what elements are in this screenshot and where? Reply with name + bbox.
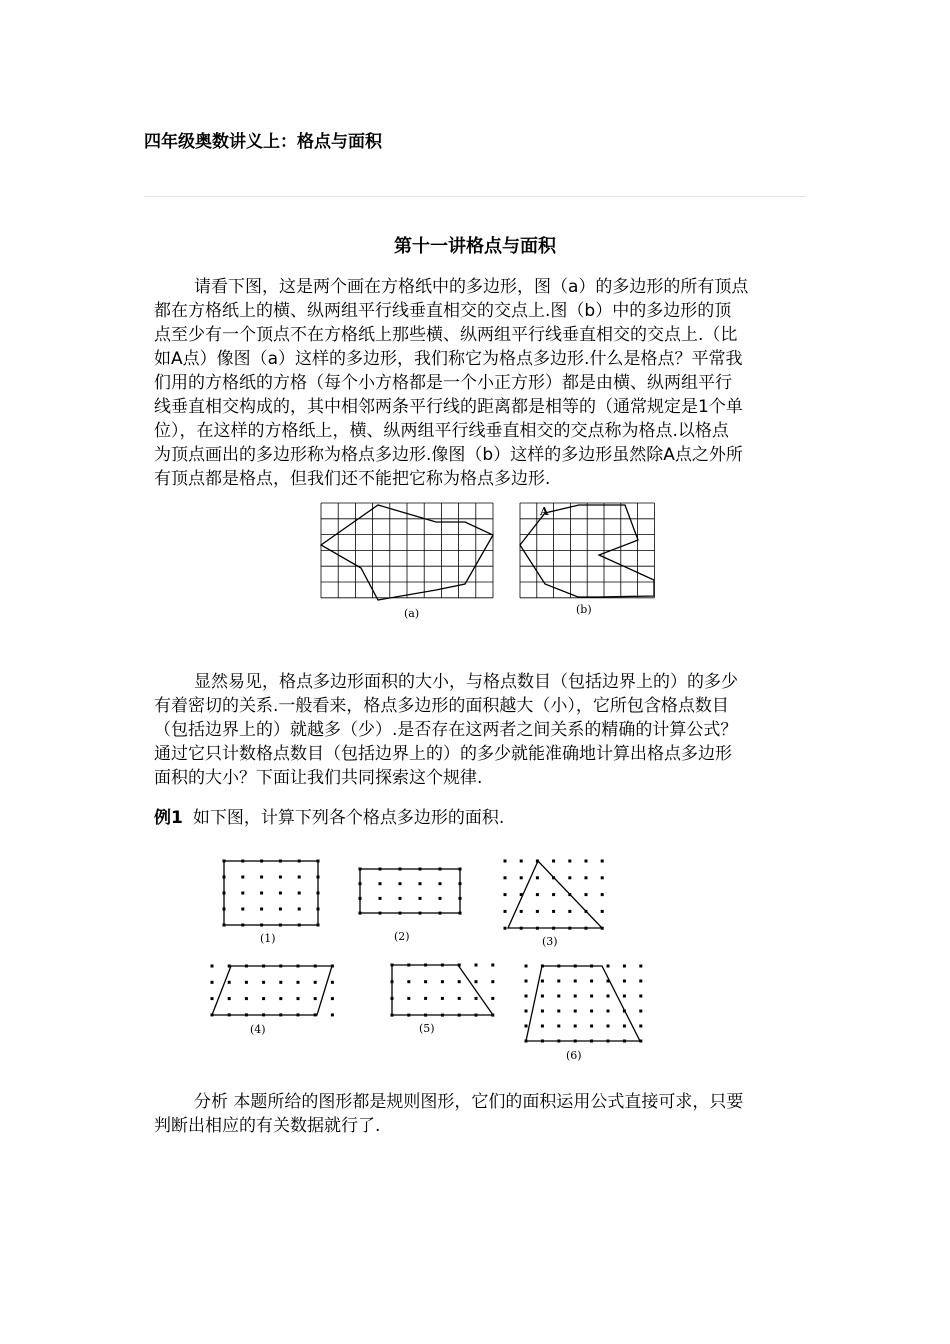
text-line: （包括边界上的）就越多（少）.是否存在这两者之间关系的精确的计算公式？ — [154, 720, 738, 740]
caption-4: (4) — [250, 1023, 266, 1036]
lattice-dot — [520, 876, 523, 879]
lattice-dot — [245, 997, 248, 1000]
parallelogram-4 — [212, 966, 332, 1015]
lattice-dot — [623, 995, 626, 998]
text-line: 分析 本题所给的图形都是规则图形，它们的面积运用公式直接可求，只要 — [194, 1092, 744, 1112]
lattice-dot — [407, 980, 410, 983]
lattice-dot — [441, 980, 444, 983]
lattice-dot — [601, 860, 604, 863]
lattice-dot — [574, 1025, 577, 1028]
text-line: 都在方格纸上的横、纵两组平行线垂直相交的交点上.图（b）中的多边形的顶 — [154, 301, 732, 321]
lattice-dot — [639, 965, 642, 968]
lattice-dot — [585, 860, 588, 863]
trapezoid-6 — [526, 966, 640, 1041]
trapezoid-5 — [392, 965, 493, 1015]
text-line: 判断出相应的有关数据就行了. — [154, 1116, 381, 1136]
lattice-dot — [260, 876, 263, 879]
lattice-dot — [504, 927, 507, 930]
lattice-dot — [557, 995, 560, 998]
lattice-dot — [419, 897, 422, 900]
lattice-dot — [552, 860, 555, 863]
example-figure-3 — [504, 860, 604, 949]
lattice-dot — [262, 981, 265, 984]
lattice-dot — [525, 1025, 528, 1028]
lattice-dot — [585, 876, 588, 879]
dot-grid-1 — [223, 860, 320, 927]
lattice-dot — [475, 997, 478, 1000]
lattice-dot — [607, 965, 610, 968]
figure-b — [520, 503, 654, 616]
lattice-dot — [399, 882, 402, 885]
lattice-dot — [419, 882, 422, 885]
lattice-dot — [491, 964, 494, 967]
caption-1: (1) — [260, 932, 276, 945]
figure-a — [321, 503, 493, 620]
lattice-dot — [211, 965, 214, 968]
lattice-dot — [504, 893, 507, 896]
caption-3: (3) — [542, 935, 558, 948]
lattice-dot — [504, 910, 507, 913]
lattice-dot — [458, 980, 461, 983]
lattice-dot — [475, 964, 478, 967]
lattice-dot — [439, 897, 442, 900]
lattice-dot — [475, 980, 478, 983]
lattice-dot — [552, 893, 555, 896]
lattice-dot — [601, 893, 604, 896]
example-figure-1 — [223, 860, 320, 946]
caption-6: (6) — [566, 1049, 582, 1062]
lattice-dot — [639, 1025, 642, 1028]
lattice-dot — [525, 1010, 528, 1013]
lattice-dot — [399, 897, 402, 900]
lattice-dot — [241, 876, 244, 879]
lattice-dot — [536, 876, 539, 879]
lattice-dot — [379, 897, 382, 900]
lattice-dot — [424, 980, 427, 983]
text-line: 们用的方格纸的方格（每个小方格都是一个小正方形）都是由横、纵两组平行 — [154, 373, 732, 393]
lattice-dot — [525, 980, 528, 983]
lattice-dot — [525, 995, 528, 998]
lattice-dot — [585, 893, 588, 896]
lattice-dot — [260, 908, 263, 911]
lattice-dot — [574, 995, 577, 998]
lattice-dot — [639, 995, 642, 998]
example-figure-5 — [391, 964, 495, 1036]
document-header: 四年级奥数讲义上：格点与面积 — [144, 132, 382, 152]
lattice-dot — [297, 981, 300, 984]
lattice-dot — [314, 997, 317, 1000]
grid-a — [321, 503, 493, 598]
caption-2: (2) — [394, 930, 410, 943]
text-line: 通过它只计数格点数目（包括边界上的）的多少就能准确地计算出格点多边形 — [154, 744, 732, 764]
lattice-dot — [245, 981, 248, 984]
lattice-dot — [536, 893, 539, 896]
lattice-dot — [536, 910, 539, 913]
text-line: 有顶点都是格点，但我们还不能把它称为格点多边形. — [154, 469, 551, 489]
lattice-dot — [639, 980, 642, 983]
rectangle-2 — [360, 869, 460, 913]
lattice-dot — [568, 876, 571, 879]
lattice-dot — [639, 1010, 642, 1013]
lattice-dot — [260, 892, 263, 895]
lattice-dot — [331, 981, 334, 984]
text-line: 为顶点画出的多边形称为格点多边形.像图（b）这样的多边形虽然除A点之外所 — [154, 445, 743, 465]
lattice-dot — [574, 1010, 577, 1013]
dot-grid-2 — [359, 868, 462, 915]
lecture-title: 第十一讲格点与面积 — [394, 236, 556, 257]
lattice-dot — [379, 882, 382, 885]
lattice-dot — [557, 980, 560, 983]
lattice-dot — [279, 876, 282, 879]
caption-5: (5) — [419, 1022, 435, 1035]
lattice-dot — [541, 1010, 544, 1013]
lattice-dot — [279, 997, 282, 1000]
text-line: 线垂直相交构成的，其中相邻两条平行线的距离都是相等的（通常规定是1个单 — [154, 397, 743, 417]
example-figure-4 — [211, 965, 334, 1037]
lattice-dot — [458, 997, 461, 1000]
lattice-dot — [331, 1013, 334, 1016]
lattice-dot — [211, 997, 214, 1000]
example-figure-2 — [359, 868, 462, 944]
lattice-dot — [262, 997, 265, 1000]
example-label: 例1 — [154, 808, 183, 828]
lattice-dot — [574, 980, 577, 983]
lattice-dot — [241, 908, 244, 911]
lattice-dot — [504, 876, 507, 879]
lattice-dot — [298, 876, 301, 879]
lattice-dot — [211, 981, 214, 984]
lattice-dot — [590, 1025, 593, 1028]
text-line: 位），在这样的方格纸上，横、纵两组平行线垂直相交的交点称为格点.以格点 — [154, 421, 729, 441]
lattice-dot — [568, 860, 571, 863]
lattice-dot — [424, 997, 427, 1000]
lattice-dot — [298, 892, 301, 895]
lattice-dot — [298, 908, 301, 911]
lattice-dot — [520, 860, 523, 863]
lattice-dot — [601, 910, 604, 913]
lattice-dot — [601, 876, 604, 879]
example-prompt: 如下图，计算下列各个格点多边形的面积. — [192, 808, 505, 828]
lattice-dot — [439, 882, 442, 885]
text-line: 显然易见，格点多边形面积的大小，与格点数目（包括边界上的）的多少 — [194, 672, 738, 692]
caption-a: (a) — [404, 607, 420, 620]
caption-b: (b) — [576, 603, 592, 616]
lattice-dot — [607, 995, 610, 998]
lattice-dot — [520, 910, 523, 913]
lattice-dot — [541, 980, 544, 983]
lattice-dot — [607, 1010, 610, 1013]
lattice-dot — [590, 980, 593, 983]
lattice-dot — [331, 997, 334, 1000]
lattice-dot — [541, 1025, 544, 1028]
lattice-dot — [607, 1025, 610, 1028]
text-line: 点至少有一个顶点不在方格纸上那些横、纵两组平行线垂直相交的交点上.（比 — [154, 325, 738, 345]
example-figure-6 — [525, 965, 643, 1063]
lattice-dot — [279, 981, 282, 984]
lattice-dot — [590, 995, 593, 998]
lattice-dot — [228, 997, 231, 1000]
lattice-dot — [557, 1025, 560, 1028]
lattice-dot — [623, 980, 626, 983]
text-line: 如A点）像图（a）这样的多边形，我们称它为格点多边形.什么是格点？平常我 — [154, 349, 743, 369]
lattice-dot — [228, 981, 231, 984]
dot-grid-5 — [391, 964, 495, 1017]
text-line: 请看下图，这是两个画在方格纸中的多边形，图（a）的多边形的所有顶点 — [194, 277, 749, 297]
lattice-dot — [279, 892, 282, 895]
lattice-dot — [557, 1010, 560, 1013]
text-line: 有着密切的关系.一般看来，格点多边形的面积越大（小），它所包含格点数目 — [154, 696, 729, 716]
lattice-dot — [407, 997, 410, 1000]
point-a-label: A — [540, 505, 549, 518]
dot-grid-3 — [504, 860, 604, 930]
dot-grid-6 — [525, 965, 643, 1043]
lattice-dot — [491, 997, 494, 1000]
lattice-dot — [623, 1025, 626, 1028]
lattice-dot — [279, 908, 282, 911]
text-line: 面积的大小？下面让我们共同探索这个规律. — [154, 768, 483, 788]
lattice-dot — [504, 860, 507, 863]
lattice-dot — [525, 965, 528, 968]
lattice-dot — [552, 910, 555, 913]
lattice-dot — [297, 997, 300, 1000]
lattice-dot — [441, 997, 444, 1000]
lattice-dot — [590, 1010, 593, 1013]
lattice-dot — [241, 892, 244, 895]
lattice-dot — [623, 965, 626, 968]
lattice-dot — [568, 910, 571, 913]
lattice-dot — [314, 981, 317, 984]
lattice-dot — [541, 995, 544, 998]
lattice-dot — [491, 980, 494, 983]
rectangle-1 — [224, 861, 318, 925]
